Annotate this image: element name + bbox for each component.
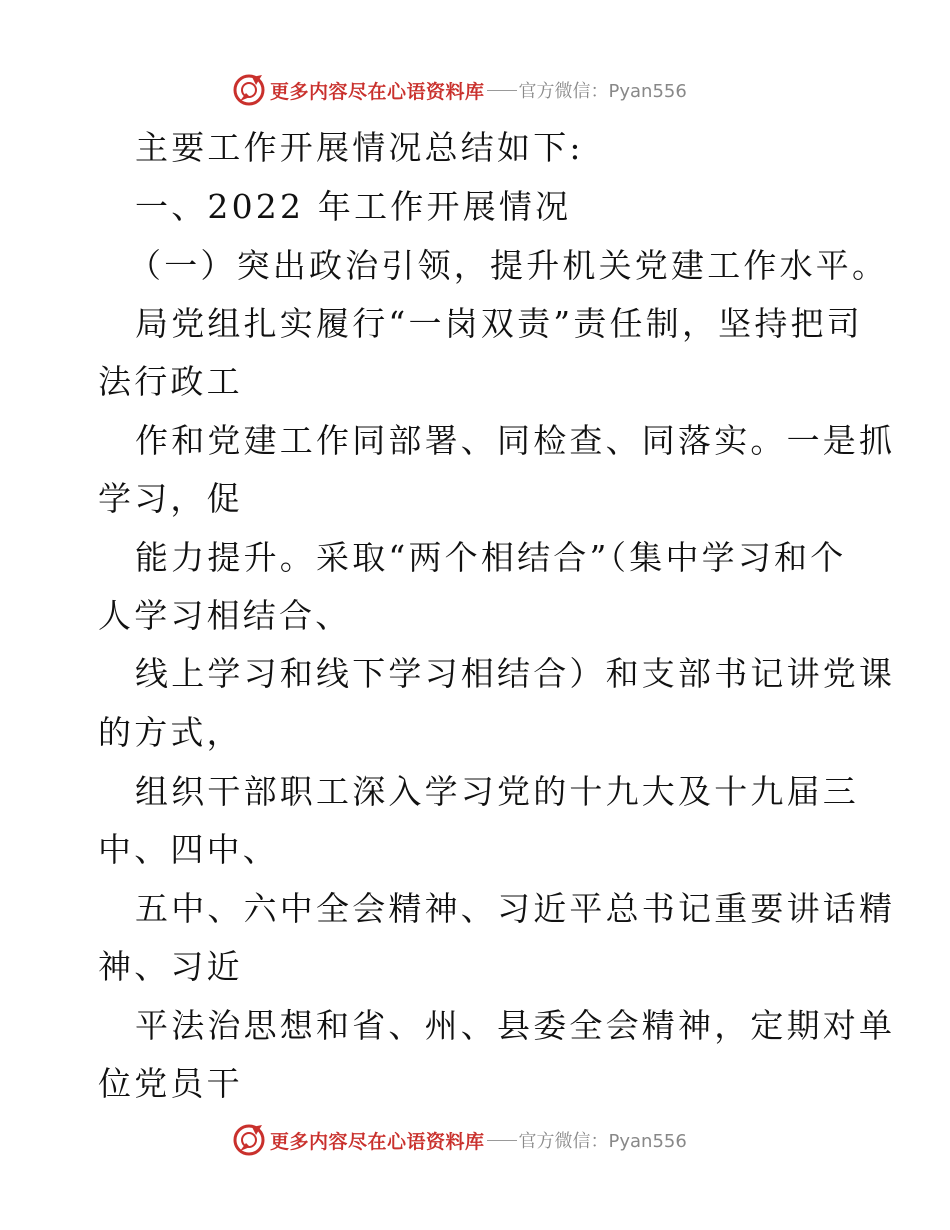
text-line-17: 位党员干 xyxy=(98,1064,243,1103)
watermark-contact: 官方微信：Pyan556 xyxy=(518,1131,687,1152)
text-line-15: 神、习近 xyxy=(98,947,243,986)
text-line-1: 主要工作开展情况总结如下: xyxy=(135,128,584,167)
text-line-5: 法行政工 xyxy=(98,362,243,401)
text-line-14: 五中、六中全会精神、习近平总书记重要讲话精 xyxy=(135,889,896,928)
watermark-text: 更多内容尽在心语资料库 xyxy=(270,80,485,103)
text-line-6: 作和党建工作同部署、同检查、同落实。一是抓 xyxy=(135,421,896,460)
pen-logo-icon xyxy=(232,73,266,107)
text-line-10: 线上学习和线下学习相结合）和支部书记讲党课 xyxy=(135,654,896,693)
text-line-13: 中、四中、 xyxy=(98,830,279,869)
watermark-dash xyxy=(487,1140,517,1141)
watermark-dash xyxy=(487,90,517,91)
text-line-8: 能力提升。采取“两个相结合”（集中学习和个 xyxy=(135,538,847,577)
pen-logo-icon xyxy=(232,1123,266,1157)
watermark-text: 更多内容尽在心语资料库 xyxy=(270,1130,485,1153)
text-line-11: 的方式， xyxy=(98,713,243,752)
text-line-7: 学习，促 xyxy=(98,479,243,518)
watermark-contact: 官方微信：Pyan556 xyxy=(518,81,687,102)
text-line-16: 平法治思想和省、州、县委全会精神，定期对单 xyxy=(135,1006,896,1045)
footer-watermark xyxy=(232,1122,687,1158)
text-line-2: 一、2022 年工作开展情况 xyxy=(135,187,572,226)
text-line-9: 人学习相结合、 xyxy=(98,596,352,635)
text-line-3: （一）突出政治引领，提升机关党建工作水平。 xyxy=(128,246,889,285)
header-watermark xyxy=(232,72,687,108)
text-line-4: 局党组扎实履行“一岗双责”责任制，坚持把司 xyxy=(135,304,863,343)
text-line-12: 组织干部职工深入学习党的十九大及十九届三 xyxy=(135,772,859,811)
